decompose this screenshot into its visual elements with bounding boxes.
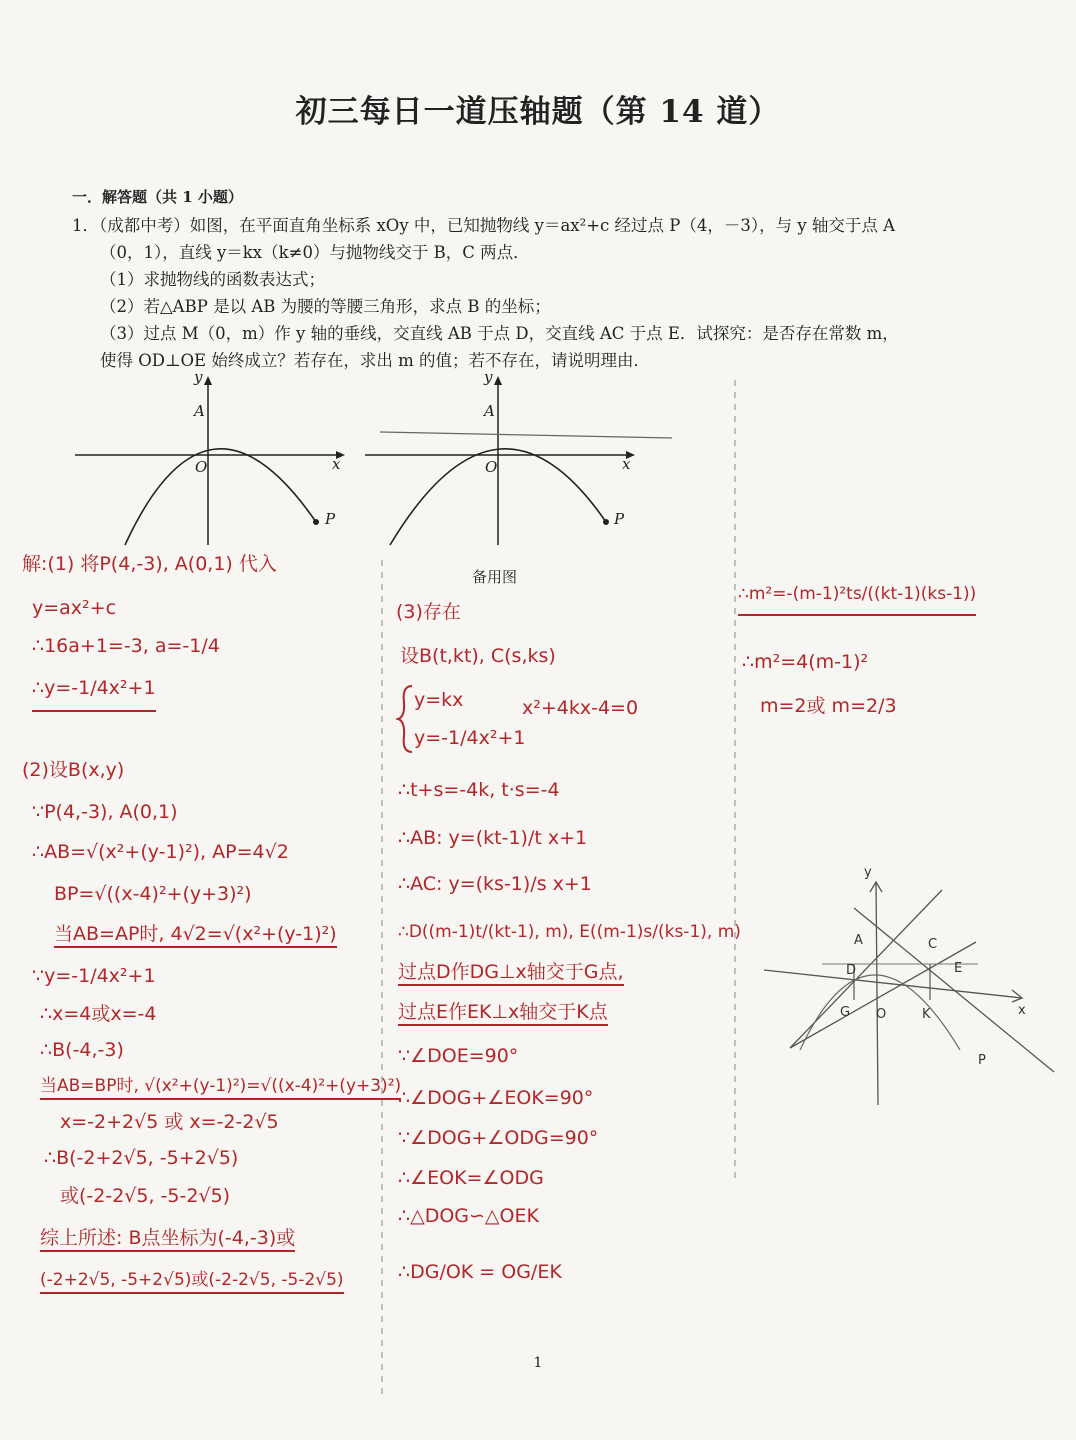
sol-mid-12: ∴∠DOG+∠EOK=90° <box>398 1087 594 1109</box>
sketch-label-D: D <box>846 963 857 978</box>
sol-mid-8: ∴D((m-1)t/(kt-1), m), E((m-1)s/(ks-1), m) <box>398 922 741 942</box>
problem-part-2: （2）若△ABP 是以 AB 为腰的等腰三角形，求点 B 的坐标； <box>100 297 551 316</box>
sketch-label-E: E <box>954 961 963 976</box>
sol-right-0: ∴m²=-(m-1)²ts/((kt-1)(ks-1)) <box>738 582 976 616</box>
sketch-label-O: O <box>876 1007 887 1022</box>
fig2-label-P: P <box>614 510 625 528</box>
page-title: 初三每日一道压轴题（第 14 道） <box>295 94 781 130</box>
sol-left-5: ∵P(4,-3), A(0,1) <box>32 801 178 823</box>
page-number: 1 <box>533 1355 543 1371</box>
fig1-label-x: x <box>332 455 341 473</box>
hand-sketch <box>760 860 1060 1120</box>
sol-left-6: ∴AB=√(x²+(y-1)²), AP=4√2 <box>32 841 289 863</box>
sol-left-16: 综上所述: B点坐标为(-4,-3)或 <box>40 1226 295 1252</box>
sol-right-2: m=2或 m=2/3 <box>760 695 897 717</box>
sol-left-13: x=-2+2√5 或 x=-2-2√5 <box>60 1111 279 1133</box>
sol-mid-10: 过点E作EK⊥x轴交于K点 <box>398 1000 608 1026</box>
sol-mid-3: y=-1/4x²+1 <box>414 727 526 749</box>
fig2-label-A: A <box>484 402 495 420</box>
figure-caption: 备用图 <box>472 568 518 586</box>
sol-left-17: (-2+2√5, -5+2√5)或(-2-2√5, -5-2√5) <box>40 1268 344 1294</box>
sol-mid-4: x²+4kx-4=0 <box>522 697 639 719</box>
problem-line-2: （0，1），直线 y＝kx（k≠0）与抛物线交于 B，C 两点． <box>100 243 530 262</box>
sketch-label-y: y <box>864 865 872 880</box>
fig2-label-x: x <box>622 455 631 473</box>
problem-part-3b: 使得 OD⊥OE 始终成立？若存在，求出 m 的值；若不存在，请说明理由． <box>100 351 650 370</box>
sol-left-15: 或(-2-2√5, -5-2√5) <box>60 1185 231 1207</box>
sol-left-2: ∴16a+1=-3, a=-1/4 <box>32 635 220 657</box>
sol-left-10: ∴x=4或x=-4 <box>40 1003 157 1025</box>
sol-mid-0: (3)存在 <box>396 601 461 623</box>
sketch-label-x: x <box>1018 1003 1026 1018</box>
sol-right-1: ∴m²=4(m-1)² <box>742 651 869 673</box>
sol-left-1: y=ax²+c <box>32 597 117 619</box>
sol-left-14: ∴B(-2+2√5, -5+2√5) <box>44 1147 239 1169</box>
fig2-label-O: O <box>485 458 498 476</box>
sketch-label-K: K <box>922 1007 931 1022</box>
sol-mid-7: ∴AC: y=(ks-1)/s x+1 <box>398 873 592 895</box>
fig2-label-y: y <box>484 368 493 386</box>
sol-left-12: 当AB=BP时, √(x²+(y-1)²)=√((x-4)²+(y+3)²) <box>40 1074 401 1100</box>
sketch-label-P: P <box>978 1053 986 1068</box>
problem-part-1: （1）求抛物线的函数表达式； <box>100 270 325 289</box>
problem-part-3a: （3）过点 M（0，m）作 y 轴的垂线，交直线 AB 于点 D，交直线 AC 于点 E．试探究：是否存在常数 m， <box>100 324 899 343</box>
sol-left-7: BP=√((x-4)²+(y+3)²) <box>54 883 252 905</box>
sol-left-8: 当AB=AP时, 4√2=√(x²+(y-1)²) <box>54 922 337 948</box>
fig1-label-O: O <box>195 458 208 476</box>
fig1-label-P: P <box>325 510 336 528</box>
backup-figure <box>360 370 680 550</box>
sketch-label-A: A <box>854 933 863 948</box>
sol-mid-13: ∵∠DOG+∠ODG=90° <box>398 1127 599 1149</box>
sketch-label-C: C <box>928 937 938 952</box>
sol-mid-16: ∴DG/OK = OG/EK <box>398 1261 562 1283</box>
sol-left-0: 解:(1) 将P(4,-3), A(0,1) 代入 <box>22 553 277 575</box>
sol-left-3: ∴y=-1/4x²+1 <box>32 676 156 712</box>
sol-mid-9: 过点D作DG⊥x轴交于G点, <box>398 960 624 986</box>
sol-mid-5: ∴t+s=-4k, t·s=-4 <box>398 779 560 801</box>
sol-left-11: ∴B(-4,-3) <box>40 1039 124 1061</box>
fig1-label-A: A <box>194 402 205 420</box>
problem-line-1: 1．（成都中考）如图，在平面直角坐标系 xOy 中，已知抛物线 y＝ax²+c 经过点 P（4，－3），与 y 轴交于点 A <box>72 216 896 235</box>
section-heading: 一．解答题（共 1 小题） <box>72 188 243 206</box>
sol-mid-1: 设B(t,kt), C(s,ks) <box>400 645 556 667</box>
sol-mid-2: y=kx <box>414 689 464 711</box>
parabola-figure <box>70 370 360 550</box>
sol-mid-15: ∴△DOG∽△OEK <box>398 1205 539 1227</box>
sol-left-9: ∵y=-1/4x²+1 <box>32 965 156 987</box>
fig1-label-y: y <box>194 368 203 386</box>
system-brace <box>396 684 416 754</box>
sol-left-4: (2)设B(x,y) <box>22 759 125 781</box>
sol-mid-11: ∵∠DOE=90° <box>398 1045 519 1067</box>
sol-mid-14: ∴∠EOK=∠ODG <box>398 1167 544 1189</box>
sol-mid-6: ∴AB: y=(kt-1)/t x+1 <box>398 827 588 849</box>
sketch-label-G: G <box>840 1005 851 1020</box>
